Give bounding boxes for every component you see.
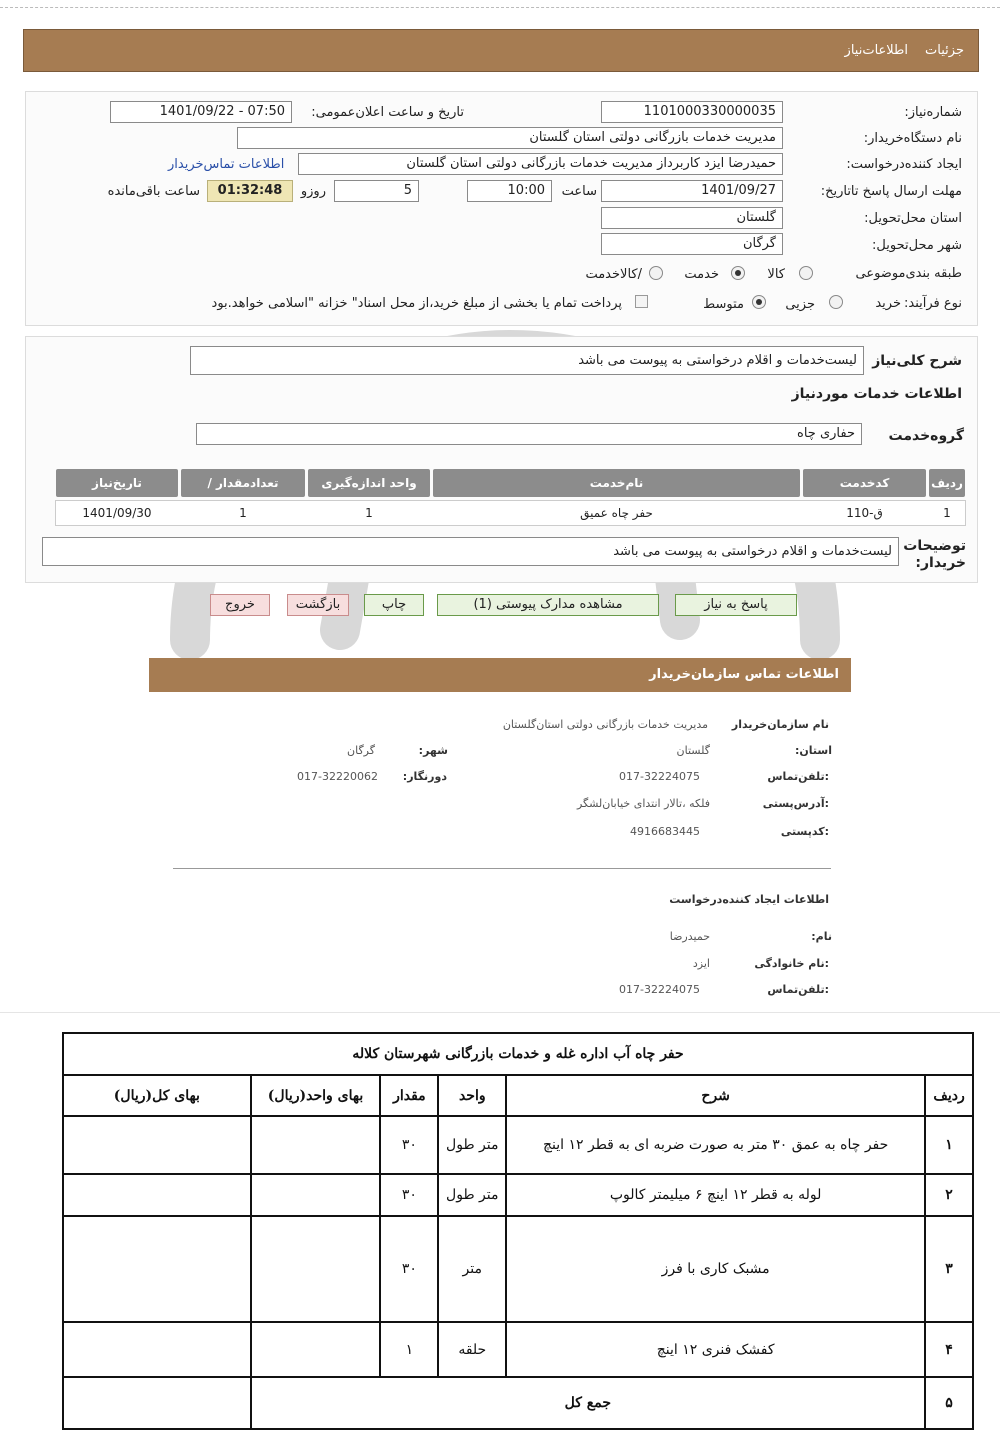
days-label: روزو bbox=[300, 184, 326, 199]
creator-family-label: نام خانوادگی: bbox=[754, 957, 829, 970]
cell-unit: 1 bbox=[365, 506, 373, 520]
header-description: شرح bbox=[506, 1075, 925, 1116]
category-service-radio[interactable] bbox=[731, 266, 745, 280]
page-header bbox=[23, 29, 979, 72]
attachment-table-title: حفر چاه آب اداره غله و خدمات بازرگانی شهرستان کلاله bbox=[63, 1033, 973, 1075]
row-number: ۱ bbox=[925, 1116, 973, 1174]
row-quantity: ۳۰ bbox=[380, 1116, 438, 1174]
row-unit: متر طول bbox=[438, 1116, 506, 1174]
contact-phone-label: تلفن‌تماس: bbox=[767, 770, 829, 783]
row-description: کفشک فنری ۱۲ اینچ bbox=[506, 1322, 925, 1377]
creator-name: حمیدرضا bbox=[669, 930, 710, 943]
contact-city-label: :شهر bbox=[418, 744, 448, 757]
creator-phone-label: تلفن‌تماس: bbox=[767, 983, 829, 996]
print-button[interactable]: چاپ bbox=[364, 594, 424, 616]
buyer-org-label: نام دستگاه‌خریدار: bbox=[863, 131, 962, 146]
province-field: گلستان bbox=[601, 207, 783, 229]
cell-quantity: 1 bbox=[239, 506, 247, 520]
category-label: طبقه بندی‌موضوعی bbox=[855, 266, 962, 281]
creator-label: ایجاد کننده‌درخواست: bbox=[846, 157, 962, 172]
top-divider bbox=[0, 0, 1000, 8]
row-unit: متر bbox=[438, 1216, 506, 1322]
creator-field: حمیدرضا ایزد کاربرداز مدیریت خدمات بازرگانی دولتی استان گلستان bbox=[298, 153, 783, 175]
contact-fax-label: :دورنگار bbox=[402, 770, 447, 783]
contact-header: اطلاعات تماس سازمان‌خریدار bbox=[149, 658, 851, 692]
col-need-date: تاریخ‌نیاز bbox=[56, 469, 178, 497]
exit-button[interactable]: خروج bbox=[210, 594, 270, 616]
contact-divider bbox=[173, 868, 831, 869]
creator-name-label: :نام bbox=[811, 930, 832, 943]
cell-row: 1 bbox=[943, 506, 951, 520]
summary-label: شرح کلی‌نیاز bbox=[872, 353, 962, 369]
contact-postal: 4916683445 bbox=[630, 825, 700, 838]
row-unit: حلقه bbox=[438, 1322, 506, 1377]
treasury-payment-note: پرداخت تمام یا بخشی از مبلغ خرید،از محل اسناد" خزانه "اسلامی خواهد.بود bbox=[211, 296, 622, 311]
total-value bbox=[63, 1377, 251, 1429]
service-group-label: گروه‌خدمت bbox=[888, 428, 964, 444]
buyer-notes-label: توضیحات خریدار: bbox=[903, 538, 966, 571]
deadline-label: مهلت ارسال پاسخ تا‌تاریخ: bbox=[820, 184, 962, 199]
row-unit-price bbox=[251, 1322, 381, 1377]
table-row bbox=[63, 1322, 973, 1377]
row-total-price bbox=[63, 1216, 251, 1322]
col-service-name: نام‌خدمت bbox=[433, 469, 800, 497]
header-quantity: مقدار bbox=[380, 1075, 438, 1116]
back-button[interactable]: بازگشت bbox=[287, 594, 349, 616]
cell-need-date: 1401/09/30 bbox=[82, 506, 152, 520]
page-divider bbox=[0, 1012, 1000, 1013]
province-label: استان محل‌تحویل: bbox=[864, 211, 962, 226]
row-total-price bbox=[63, 1174, 251, 1216]
row-number: ۴ bbox=[925, 1322, 973, 1377]
row-unit-price bbox=[251, 1174, 381, 1216]
deadline-date-field: 1401/09/27 bbox=[601, 180, 783, 202]
contact-province: گلستان bbox=[676, 744, 710, 757]
process-partial-label: جزیی bbox=[785, 297, 815, 312]
remaining-timer: 01:32:48 bbox=[207, 180, 293, 202]
header-unit: واحد bbox=[438, 1075, 506, 1116]
city-label: شهر محل‌تحویل: bbox=[872, 238, 962, 253]
process-medium-label: متوسط bbox=[703, 297, 744, 312]
buyer-contact-link[interactable]: اطلاعات تماس‌خریدار bbox=[168, 157, 285, 172]
row-quantity: ۱ bbox=[380, 1322, 438, 1377]
header-row-number: ردیف bbox=[925, 1075, 973, 1116]
category-goods-service-label: /کالا‌خدمت bbox=[585, 267, 642, 282]
row-unit-price bbox=[251, 1116, 381, 1174]
contact-org: مدیریت خدمات بازرگانی دولتی استان‌گلستان bbox=[502, 718, 708, 731]
total-row bbox=[63, 1377, 973, 1429]
contact-org-label: نام سازمان‌خریدار bbox=[731, 718, 829, 731]
tab-need-info[interactable]: اطلاعات‌نیاز bbox=[844, 43, 908, 58]
col-quantity: / تعدادمقدار bbox=[181, 469, 305, 497]
cell-service-code: ق-110 bbox=[846, 506, 883, 520]
row-number: ۳ bbox=[925, 1216, 973, 1322]
table-row bbox=[63, 1216, 973, 1322]
process-buy-label: خرید bbox=[875, 296, 901, 311]
buyer-notes-field: لیست‌خدمات و اقلام درخواستی به پیوست می باشد bbox=[42, 537, 899, 566]
row-unit: متر طول bbox=[438, 1174, 506, 1216]
deadline-time-label: ساعت bbox=[561, 184, 597, 199]
contact-postal-label: کد‌پستی: bbox=[780, 825, 829, 838]
contact-address: فلکه ،تالار انتدای خیابان‌لشگر bbox=[576, 797, 710, 810]
header-unit-price: بهای واحد(ریال) bbox=[251, 1075, 381, 1116]
category-goods-radio[interactable] bbox=[799, 266, 813, 280]
row-total-price bbox=[63, 1322, 251, 1377]
row-quantity: ۳۰ bbox=[380, 1216, 438, 1322]
row-number: ۲ bbox=[925, 1174, 973, 1216]
row-total-price bbox=[63, 1116, 251, 1174]
reply-button[interactable]: پاسخ به نیاز bbox=[675, 594, 797, 616]
announce-date-label: تاریخ و ساعت اعلان‌عمومی: bbox=[311, 105, 464, 120]
row-quantity: ۳۰ bbox=[380, 1174, 438, 1216]
category-goods-service-radio[interactable] bbox=[649, 266, 663, 280]
header-total-price: بهای کل(ریال) bbox=[63, 1075, 251, 1116]
process-label: نوع فرآیند: bbox=[904, 296, 962, 311]
category-goods-label: کالا bbox=[767, 267, 785, 282]
cell-service-name: حفر چاه عمیق bbox=[580, 506, 653, 520]
creator-info-title: اطلاعات ایجاد کننده‌درخواست bbox=[669, 893, 829, 906]
creator-family: ایزد bbox=[692, 957, 710, 970]
service-group-field: حفاری چاه bbox=[196, 423, 862, 445]
remaining-label: ساعت باقی‌مانده bbox=[107, 184, 200, 199]
need-number-label: شماره‌نیاز: bbox=[904, 105, 962, 120]
col-service-code: کدخدمت bbox=[803, 469, 926, 497]
row-description: حفر چاه به عمق ۳۰ متر به صورت ضربه ای به قطر ۱۲ اینچ bbox=[506, 1116, 925, 1174]
deadline-time-field: 10:00 bbox=[467, 180, 552, 202]
contact-province-label: :استان bbox=[794, 744, 832, 757]
col-row: ردیف bbox=[929, 469, 965, 497]
creator-phone: 017-32224075 bbox=[619, 983, 700, 996]
announce-date-field: 1401/09/22 - 07:50 bbox=[110, 101, 292, 123]
contact-address-label: آدرس‌پستی: bbox=[762, 797, 829, 810]
table-row bbox=[63, 1116, 973, 1174]
services-title: اطلاعات خدمات موردنیاز bbox=[791, 386, 962, 402]
row-unit-price bbox=[251, 1216, 381, 1322]
need-number-field: 1101000330000035 bbox=[601, 101, 783, 123]
process-partial-radio[interactable] bbox=[829, 295, 843, 309]
col-unit: واحد اندازه‌گیری bbox=[308, 469, 430, 497]
total-label: جمع کل bbox=[251, 1377, 925, 1429]
contact-city: گرگان bbox=[347, 744, 375, 757]
summary-field: لیست‌خدمات و اقلام درخواستی به پیوست می باشد bbox=[190, 346, 864, 375]
row-description: لوله به قطر ۱۲ اینچ ۶ میلیمتر کالوپ bbox=[506, 1174, 925, 1216]
total-row-number: ۵ bbox=[925, 1377, 973, 1429]
row-description: مشبک کاری با فرز bbox=[506, 1216, 925, 1322]
contact-phone: 017-32224075 bbox=[619, 770, 700, 783]
contact-fax: 017-32220062 bbox=[297, 770, 378, 783]
buyer-org-field: مدیریت خدمات بازرگانی دولتی استان گلستان bbox=[237, 127, 783, 149]
tab-details[interactable]: جزئیات bbox=[925, 43, 964, 58]
treasury-payment-checkbox[interactable] bbox=[635, 295, 648, 308]
city-field: گرگان bbox=[601, 233, 783, 255]
process-medium-radio[interactable] bbox=[752, 295, 766, 309]
attachment-table bbox=[62, 1032, 974, 1430]
days-field: 5 bbox=[334, 180, 419, 202]
table-row bbox=[63, 1174, 973, 1216]
category-service-label: خدمت bbox=[684, 267, 719, 282]
view-attachments-button[interactable]: مشاهده مدارک پیوستی (1) bbox=[437, 594, 659, 616]
